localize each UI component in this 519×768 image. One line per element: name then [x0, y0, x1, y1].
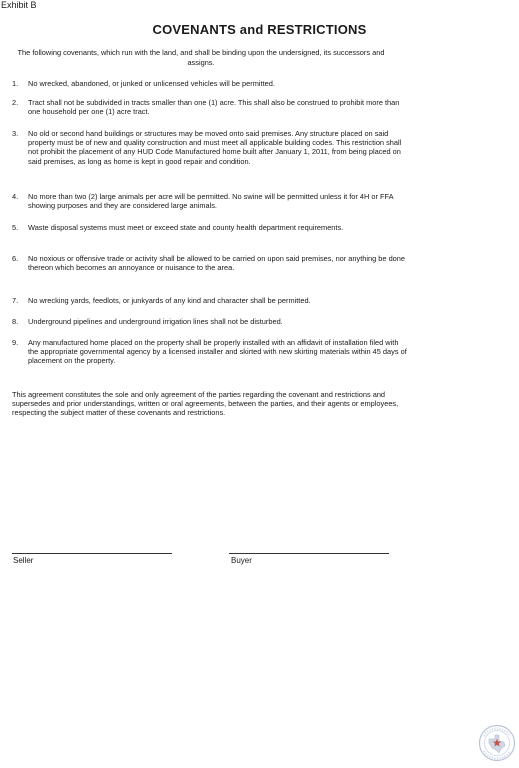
- covenant-item: [12, 79, 407, 88]
- intro-paragraph: The following covenants, which run with the land, and shall be binding upon the undersigned, its successors and assigns.: [17, 48, 385, 67]
- covenant-number: 2.: [12, 98, 19, 107]
- covenant-number: 4.: [12, 192, 19, 201]
- covenant-item: [12, 317, 407, 326]
- closing-paragraph: This agreement constitutes the sole and only agreement of the parties regarding the covenant and restrictions and supersedes and prior understandings, written or oral agreements, between the parties, and their agents or employees, respecting the subject matter of these covenants and restrictions.: [12, 390, 399, 418]
- document-title: COVENANTS and RESTRICTIONS: [152, 22, 367, 37]
- covenant-item: [12, 223, 407, 232]
- covenant-number: 9.: [12, 338, 19, 347]
- covenant-text: Any manufactured home placed on the property shall be properly installed with an affidavit of installation filed with the appropriate governmental agency by a licensed installer and skirted with new skirting materials within 45 days of placement on the property.: [28, 338, 407, 366]
- seller-signature-line: [12, 553, 172, 554]
- seller-label: Seller: [13, 556, 34, 565]
- exhibit-label: Exhibit B: [1, 0, 37, 10]
- covenant-item: [12, 129, 407, 166]
- covenant-item: [12, 338, 407, 366]
- covenant-number: 7.: [12, 296, 19, 305]
- covenant-text: Underground pipelines and underground irrigation lines shall not be disturbed.: [28, 317, 283, 326]
- texas-seal-icon: [478, 724, 516, 762]
- covenant-number: 6.: [12, 254, 19, 263]
- covenant-number: 1.: [12, 79, 19, 88]
- buyer-label: Buyer: [231, 556, 252, 565]
- covenant-text: No wrecking yards, feedlots, or junkyards of any kind and character shall be permitted.: [28, 296, 311, 305]
- covenant-item: [12, 98, 407, 116]
- covenant-text: Tract shall not be subdivided in tracts smaller than one (1) acre. This shall also be construed to prohibit more than one household per one (1) acre tract.: [28, 98, 400, 117]
- covenant-number: 8.: [12, 317, 19, 326]
- covenant-text: No noxious or offensive trade or activity shall be allowed to be carried on upon said premises, nor anything be done thereon which becomes an annoyance or nuisance to the area.: [28, 254, 406, 273]
- buyer-signature-line: [229, 553, 389, 554]
- covenant-item: [12, 192, 407, 210]
- covenant-text: No old or second hand buildings or structures may be moved onto said premises. Any structure placed on said property must be of new and quality construction and must meet all applicable building codes. This restriction shall not prohibit the placement of any HUD Code Manufactured home built after January 1, 2011, from being placed on said premises, as long as home is kept in good repair and condition.: [28, 129, 402, 166]
- covenant-number: 5.: [12, 223, 19, 232]
- covenant-text: Waste disposal systems must meet or exceed state and county health department requirements.: [28, 223, 344, 232]
- covenant-item: [12, 296, 407, 305]
- covenant-item: [12, 254, 407, 272]
- covenant-number: 3.: [12, 129, 19, 138]
- covenant-text: No wrecked, abandoned, or junked or unlicensed vehicles will be permitted.: [28, 79, 275, 88]
- covenant-text: No more than two (2) large animals per acre will be permitted. No swine will be permitted unless it for 4H or FFA showing purposes and they are considered large animals.: [28, 192, 394, 211]
